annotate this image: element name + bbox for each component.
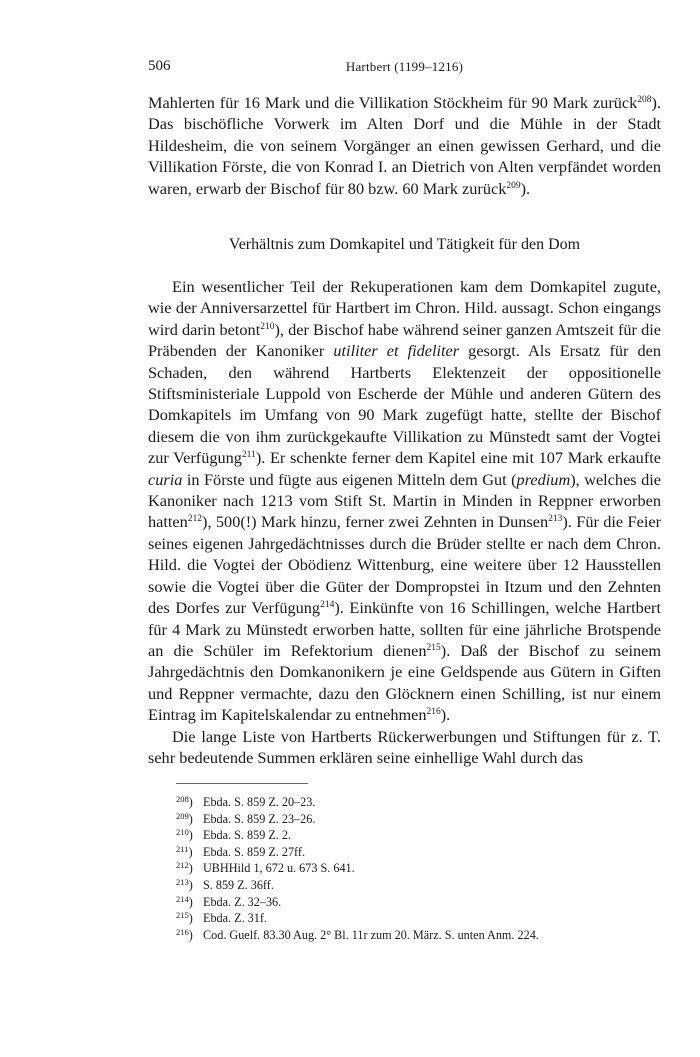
footnote: $^{211}$) Ebda. S. 859 Z. 27ff. [176, 843, 306, 859]
footnote-ref[interactable]: 212 [187, 514, 203, 525]
footnote: $^{209}$) Ebda. S. 859 Z. 23–26. [176, 810, 316, 826]
running-title: Hartbert (1199–1216) [345, 59, 464, 74]
paragraph: Ein wesentlicher Teil der Rekuperationen kam dem Domkapitel zugute, wie der Anniversarzettel für Hartbert im Chron. Hild. aussagt. Schon eingangs wird darin betont$^{210}$), der Bischof habe während seiner ganzen Amtszeit für die Präbenden der Kanoniker utiliter et fideliter gesorgt. Als Ersatz für den Schaden, den während Hartberts Elektenzeit der oppositionelle Stiftsministeriale Luppold von Escherde der Mühle und anderen Gütern des Domkapitels im Umfang von 90 Mark zugefügt hatte, stellte der Bischof diesem die von ihm zurückgekaufte Villikation zu Münstedt samt der Vogtei zur Verfügung$^{211}$). Er schenkte ferner dem Kapitel eine mit 107 Mark erkaufte curia in Förste und fügte aus eigenen Mitteln dem Gut (predium), welches die Kanoniker nach 1213 vom Stift St. Martin in Minden in Reppner erworben hatten$^{212}$), 500(!) Mark hinzu, ferner zwei Zehnten in Dunsen$^{213}$). Für die Feier seines eigenen Jahrgedächtnisses durch die Brüder stellte er nach dem Chron. Hild. die Vogtei der Obödienz Wittenburg, eine weitere über 12 Hausstellen sowie die Vogtei über die Güter der Dompropstei in Itzum und den Zehnten des Dorfes zur Verfügung$^{214}$). Einkünfte von 16 Schillingen, welche Hartbert für 4 Mark zu Münstedt erworben hatte, sollten für eine jährliche Brotspende an die Schüler im Refektorium dienen$^{215}$). Daß der Bischof zu seinem Jahrgedächtnis den Domkanonikern je eine Geldspende aus Gütern in Giften und Reppner vermachte, dazu den Glöcknern einen Schilling, ist nur einem Eintrag im Kapitelskalendar zu entnehmen$^{216}$). [148, 277, 662, 725]
footnote-ref[interactable]: 208 [637, 95, 652, 105]
footnote: $^{216}$) Cod. Guelf. 83.30 Aug. 2° Bl. 11r zum 20. März. S. unten Anm. 224. [176, 926, 539, 942]
footnote: $^{212}$) UBHHild 1, 672 u. 673 S. 641. [176, 860, 355, 876]
footnotes [176, 794, 661, 943]
footnote: $^{213}$) S. 859 Z. 36ff. [176, 876, 274, 892]
footnote-ref[interactable]: 209 [506, 180, 521, 191]
footnote-ref[interactable]: 210 [260, 321, 275, 332]
page-header [148, 58, 661, 78]
paragraph: Die lange Liste von Hartberts Rückerwerbungen und Stiftungen für z. T. sehr bedeutende Summen erklären seine einhellige Wahl durch das [148, 726, 661, 767]
footnote-ref[interactable]: 214 [320, 600, 335, 611]
footnote-ref[interactable]: 215 [426, 642, 441, 653]
footnote: $^{214}$) Ebda. Z. 32–36. [176, 893, 282, 909]
paragraph-continuation: Mahlerten für 16 Mark und die Villikation Stöckheim für 90 Mark zurück$^{208}$). Das bischöfliche Vorwerk im Alten Dorf und die Mühle in der Stadt Hildesheim, die von seinem Vorgänger an einen gewissen Gerhard, und die Villikation Förste, die von Konrad I. an Dietrich von Alten verpfändet worden waren, erwarb der Bischof für 80 bzw. 60 Mark zurück$^{209}$). [148, 93, 661, 198]
footnote: $^{215}$) Ebda. Z. 31f. [176, 910, 267, 926]
footnote: $^{210}$) Ebda. S. 859 Z. 2. [176, 827, 292, 843]
section-heading: Verhältnis zum Domkapitel und Tätigkeit für den Dom [228, 236, 581, 253]
footnote: $^{208}$) Ebda. S. 859 Z. 20–23. [176, 794, 316, 809]
main-paragraphs [148, 276, 661, 768]
latin-term: predium [516, 469, 571, 489]
latin-phrase: utiliter et fideliter [333, 341, 460, 361]
footnote-ref[interactable]: 211 [241, 450, 256, 461]
footnote-ref[interactable]: 216 [426, 707, 441, 718]
footnote-divider [176, 783, 308, 784]
page-number: 506 [148, 58, 171, 74]
latin-term: curia [148, 469, 183, 489]
footnote-ref[interactable]: 213 [548, 514, 563, 525]
